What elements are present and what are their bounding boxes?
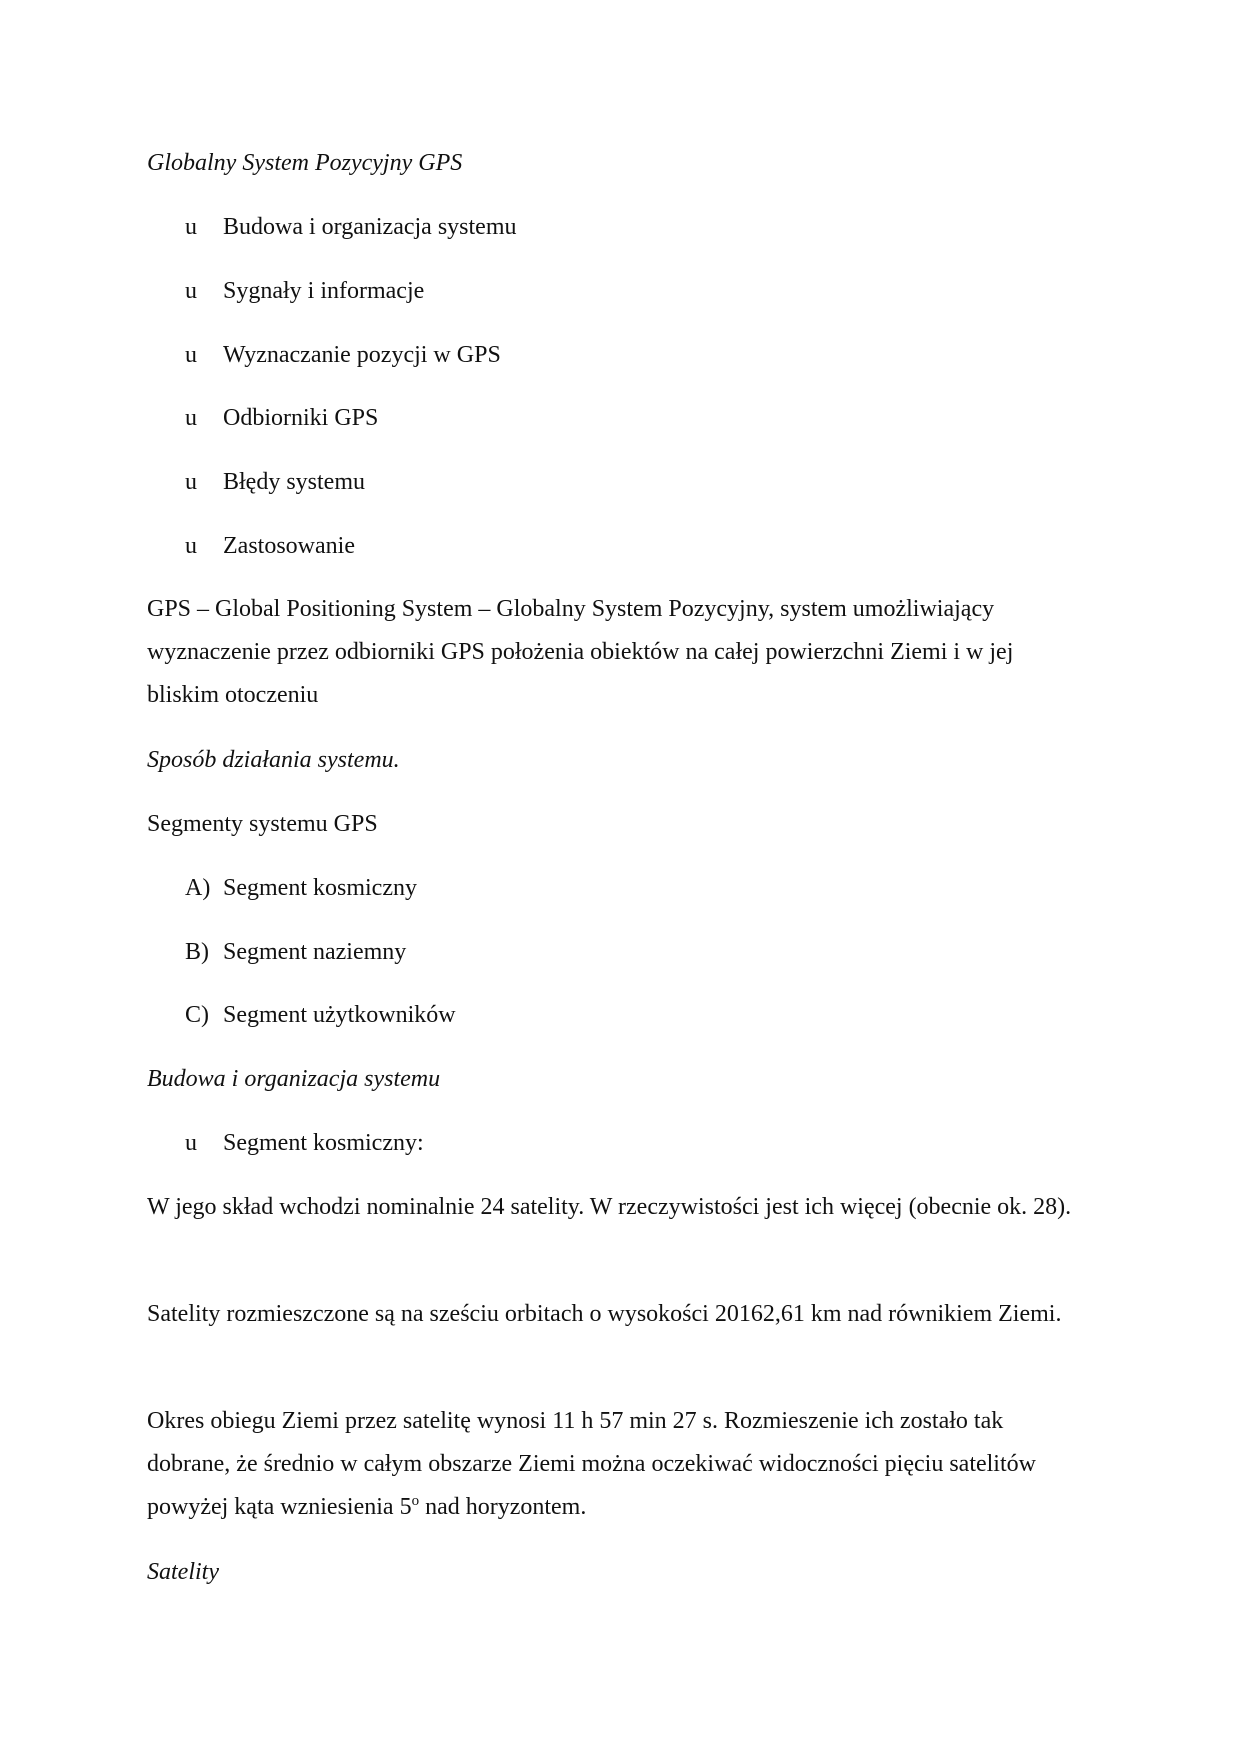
outline-item: [185, 340, 501, 370]
segment-item: [185, 937, 406, 967]
space-segment-text: Segment kosmiczny:: [223, 1130, 424, 1156]
bullet-marker: u: [185, 1130, 197, 1156]
outline-item: [185, 212, 516, 242]
paragraph-text-end: nad horyzontem.: [419, 1494, 587, 1520]
outline-item-text: Odbiorniki GPS: [223, 405, 379, 431]
document-title: Globalny System Pozycyjny GPS: [147, 150, 463, 176]
outline-item-text: Zastosowanie: [223, 533, 355, 559]
outline-item-text: Sygnały i informacje: [223, 278, 425, 304]
bullet-marker: u: [185, 533, 197, 559]
outline-item-text: Budowa i organizacja systemu: [223, 214, 517, 240]
bullet-marker: u: [185, 342, 197, 368]
segment-item: [185, 873, 417, 903]
outline-item: [185, 467, 365, 497]
section-heading-satellites: Satelity: [147, 1559, 219, 1585]
segment-item-text: Segment kosmiczny: [223, 875, 417, 901]
paragraph-text: Okres obiegu Ziemi przez satelitę wynosi 11 h 57 min 27 s. Rozmieszenie ich zostało tak dobrane, że średnio w całym obszarze Ziemi można oczekiwać widoczności pięciu satelitów powyżej kąta wzniesienia 5: [147, 1408, 1036, 1520]
segment-item: [185, 1000, 456, 1030]
degree-sign: o: [411, 1493, 420, 1509]
space-segment-item: [185, 1128, 424, 1158]
list-letter: A): [185, 875, 211, 901]
outline-item: [185, 531, 355, 561]
segments-heading: Segmenty systemu GPS: [147, 811, 378, 837]
section-heading-operation: Sposób działania systemu.: [147, 747, 400, 773]
segment-item-text: Segment użytkowników: [223, 1002, 456, 1028]
paragraph-orbital-period: [147, 1400, 1087, 1529]
outline-item: [185, 276, 424, 306]
bullet-marker: u: [185, 405, 197, 431]
bullet-marker: u: [185, 278, 197, 304]
outline-item: [185, 403, 378, 433]
definition-paragraph: GPS – Global Positioning System – Globalny System Pozycyjny, system umożliwiający wyznaczenie przez odbiorniki GPS położenia obiektów na całej powierzchni Ziemi i w jej bliskim otoczeniu: [147, 596, 1014, 708]
list-letter: C): [185, 1002, 209, 1028]
outline-item-text: Wyznaczanie pozycji w GPS: [223, 342, 501, 368]
bullet-marker: u: [185, 214, 197, 240]
outline-item-text: Błędy systemu: [223, 469, 365, 495]
section-heading-structure: Budowa i organizacja systemu: [147, 1066, 441, 1092]
paragraph-satellite-count: W jego skład wchodzi nominalnie 24 satelity. W rzeczywistości jest ich więcej (obecnie ok. 28).: [147, 1194, 1072, 1220]
list-letter: B): [185, 939, 209, 965]
bullet-marker: u: [185, 469, 197, 495]
paragraph-orbits: Satelity rozmieszczone są na sześciu orbitach o wysokości 20162,61 km nad równikiem Ziemi.: [147, 1301, 1062, 1327]
segment-item-text: Segment naziemny: [223, 939, 407, 965]
